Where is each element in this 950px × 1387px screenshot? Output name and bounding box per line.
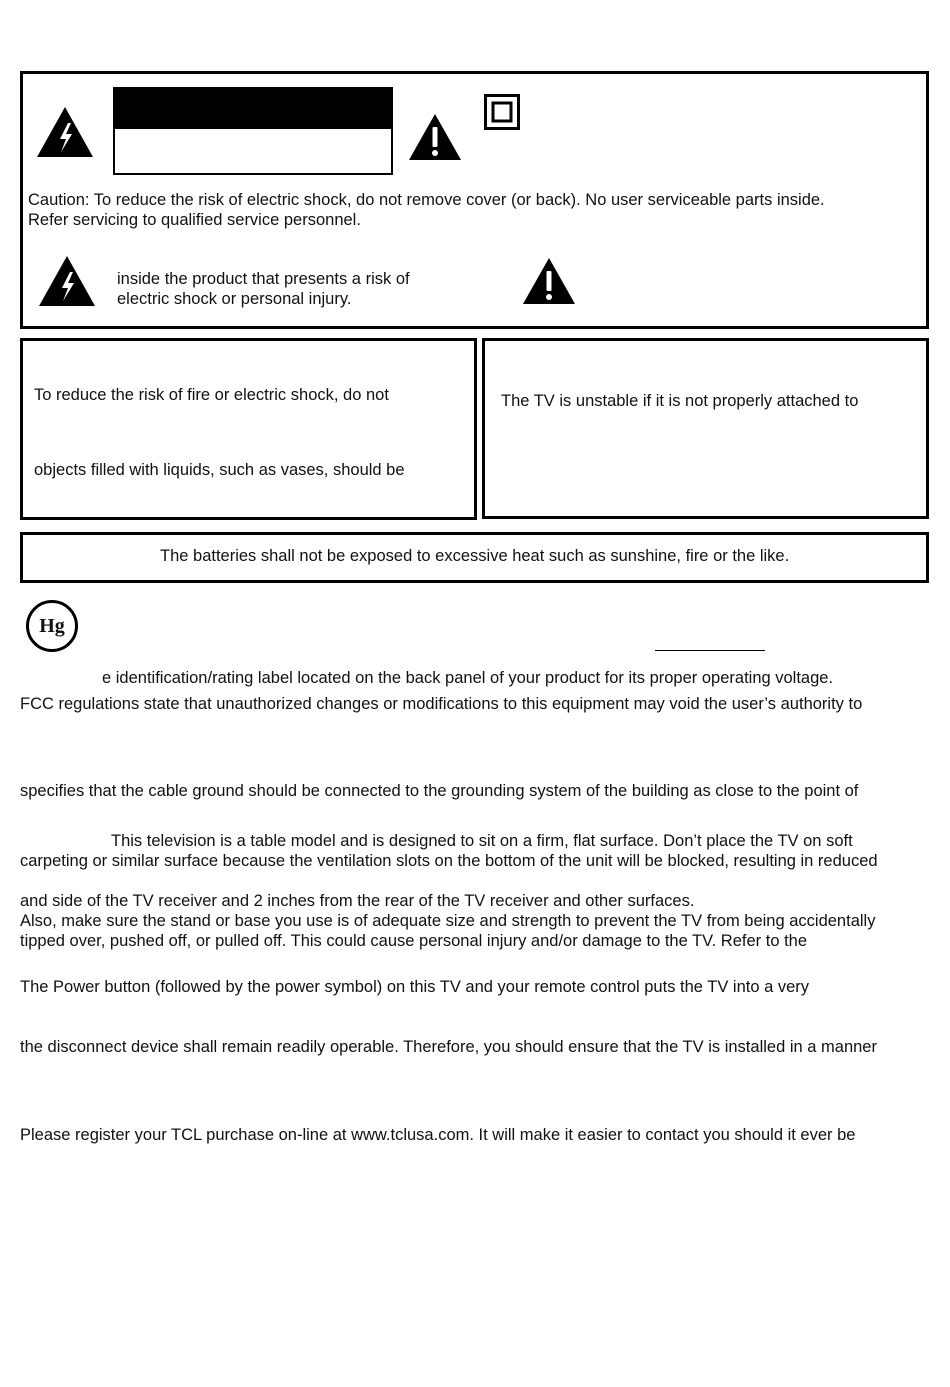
- caution-label-white-panel: [113, 129, 393, 175]
- caution-text-line1: Caution: To reduce the risk of electric shock, do not remove cover (or back). No user serviceable parts inside.: [28, 191, 825, 209]
- cable-ground-paragraph: specifies that the cable ground should be connected to the grounding system of the building as close to the point of: [20, 782, 859, 800]
- table-model-line2: carpeting or similar surface because the ventilation slots on the bottom of the unit will be blocked, resulting in reduced: [20, 852, 878, 870]
- double-insulation-icon: [484, 94, 520, 130]
- shock-text-line1: inside the product that presents a risk of: [117, 270, 410, 288]
- exclamation-warning-icon-small: [522, 257, 576, 305]
- exclamation-warning-icon: [408, 113, 462, 161]
- stand-line2: tipped over, pushed off, or pulled off. This could cause personal injury and/or damage to the TV. Refer to the: [20, 932, 808, 950]
- caution-text-line2: Refer servicing to qualified service personnel.: [28, 211, 361, 229]
- lightning-warning-icon: [36, 106, 94, 158]
- fire-warning-line2: objects filled with liquids, such as vases, should be: [34, 461, 405, 479]
- underline-rule: [655, 650, 765, 651]
- tv-stability-line1: The TV is unstable if it is not properly attached to: [501, 392, 859, 410]
- power-button-paragraph: The Power button (followed by the power symbol) on this TV and your remote control puts the TV into a very: [20, 978, 810, 996]
- voltage-paragraph: e identification/rating label located on the back panel of your product for its proper operating voltage.: [102, 669, 834, 687]
- fire-warning-box: [20, 338, 477, 520]
- disconnect-paragraph: the disconnect device shall remain readily operable. Therefore, you should ensure that the TV is installed in a manner: [20, 1038, 877, 1056]
- lightning-warning-icon-small: [38, 255, 96, 307]
- caution-label-black-bar: [113, 87, 393, 129]
- battery-warning-text: The batteries shall not be exposed to excessive heat such as sunshine, fire or the like.: [160, 547, 790, 565]
- mercury-hg-icon: [26, 600, 78, 652]
- register-paragraph: Please register your TCL purchase on-line at www.tclusa.com. It will make it easier to contact you should it ever be: [20, 1126, 856, 1144]
- mercury-symbol-text: Hg: [39, 614, 65, 637]
- fire-warning-line1: To reduce the risk of fire or electric shock, do not: [34, 386, 389, 404]
- stand-line1: Also, make sure the stand or base you use is of adequate size and strength to prevent the TV from being accidentally: [20, 912, 876, 930]
- shock-text-line2: electric shock or personal injury.: [117, 290, 352, 308]
- tv-stability-box: [482, 338, 929, 519]
- clearance-paragraph: and side of the TV receiver and 2 inches from the rear of the TV receiver and other surfaces.: [20, 892, 695, 910]
- fcc-paragraph: FCC regulations state that unauthorized changes or modifications to this equipment may void the user’s authority to: [20, 695, 863, 713]
- table-model-line1: This television is a table model and is designed to sit on a firm, flat surface. Don’t place the TV on soft: [111, 832, 853, 850]
